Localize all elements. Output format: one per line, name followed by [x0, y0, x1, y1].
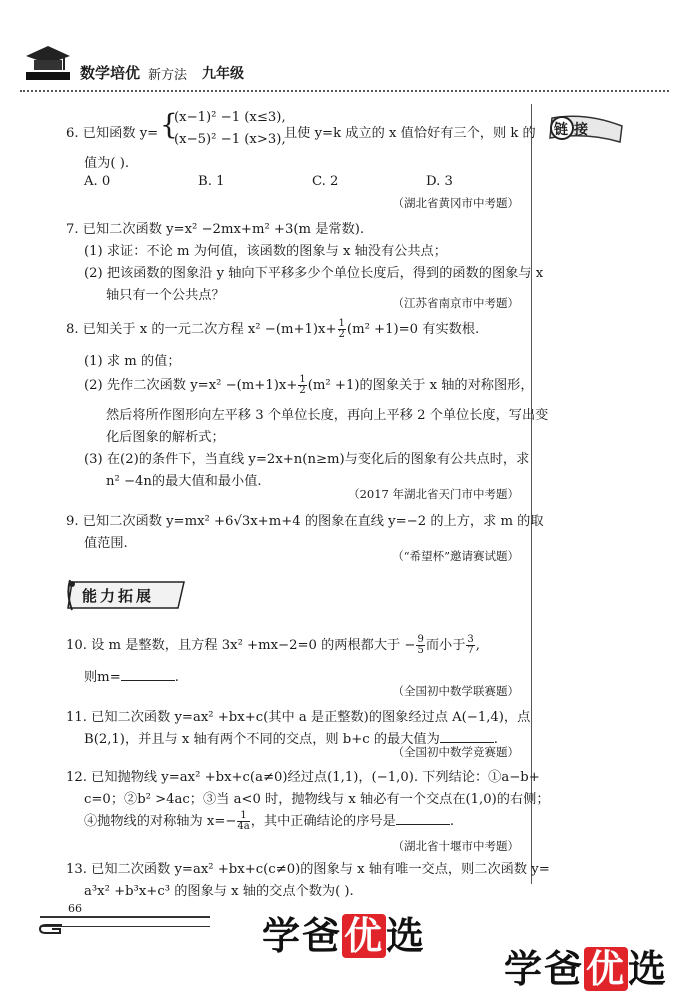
q8-line3: (2) 先作二次函数 y=x² −(m+1)x+ $\frac{1}{2}$ (m² +1)的图象关于 x 轴的对称图形， — [84, 374, 534, 396]
section-title: 能力拓展 — [82, 587, 155, 605]
fraction: $\frac{1}{4a}$ — [237, 810, 250, 832]
fraction: $\frac{1}{2}$ — [299, 374, 306, 396]
q8-line5: 化后图象的解析式； — [106, 430, 225, 445]
q6-line1b: 且使 y=k 成立的 x 值恰好有三个，则 k 的 — [284, 126, 536, 141]
q7-line2: (1) 求证：不论 m 为何值，该函数的图象与 x 轴没有公共点； — [84, 244, 447, 259]
side-tag-label: 链接 — [554, 122, 594, 138]
q12-line1: 12. 已知抛物线 y=ax² +bx+c(a≠0)经过点(1,1)，(−1,0). 下列结论：①a−b+ — [66, 770, 540, 785]
q8-source: （2017 年湖北省天门市中考题） — [348, 487, 519, 501]
q10-line1: 10. 设 m 是整数，且方程 3x² +mx−2=0 的两根都大于 − $\frac{9}{5}$ 而小于 $\frac{3}{7}$ , — [66, 634, 480, 656]
q6-option-c: C. 2 — [312, 174, 339, 189]
q6-case2: (x−5)² −1 (x>3), — [174, 132, 286, 147]
fraction: $\frac{3}{7}$ — [467, 634, 474, 656]
q11-line2: B(2,1)，并且与 x 轴有两个不同的交点，则 b+c 的最大值为 . — [84, 732, 498, 747]
q7-line3: (2) 把该函数的图象沿 y 轴向下平移多少个单位长度后，得到的函数的图象与 x — [84, 266, 544, 281]
q10-source: （全国初中数学联赛题） — [392, 684, 519, 698]
q13-line1: 13. 已知二次函数 y=ax² +bx+c(c≠0)的图象与 x 轴有唯一交点，则二次函数 y= — [66, 862, 550, 877]
q6-brace: { — [160, 108, 178, 141]
q8-line1: 8. 已知关于 x 的一元二次方程 x² −(m+1)x+ $\frac{1}{2}$ (m² +1)=0 有实数根. — [66, 318, 480, 340]
q6-option-a: A. 0 — [84, 174, 111, 189]
footer-logo-icon — [38, 922, 68, 936]
q6-line2: 值为( ). — [84, 156, 130, 171]
fraction: $\frac{9}{5}$ — [417, 634, 424, 656]
q7-source: （江苏省南京市中考题） — [392, 296, 519, 310]
q6-line1: 6. 已知函数 y= — [66, 126, 159, 141]
q6-source: （湖北省黄冈市中考题） — [392, 196, 519, 210]
q12-line3: ④抛物线的对称轴为 x=− $\frac{1}{4a}$ ，其中正确结论的序号是 . — [84, 810, 455, 832]
q10-line2: 则m= . — [84, 670, 179, 685]
q11-line1: 11. 已知二次函数 y=ax² +bx+c(其中 a 是正整数)的图象经过点 A(−1,4)，点 — [66, 710, 531, 725]
q9-line2: 值范围. — [84, 536, 128, 551]
hat-logo-icon — [24, 44, 72, 82]
q6-case1: (x−1)² −1 (x≤3), — [174, 110, 286, 125]
q6-option-d: D. 3 — [426, 174, 453, 189]
answer-blank[interactable] — [121, 668, 175, 681]
q8-line7: n² −4n的最大值和最小值. — [106, 474, 262, 489]
q8-line2: (1) 求 m 的值； — [84, 354, 181, 369]
q7-line1: 7. 已知二次函数 y=x² −2mx+m² +3(m 是常数). — [66, 222, 365, 237]
book-grade: 九年级 — [202, 66, 244, 82]
side-tag — [546, 112, 624, 146]
page-number: 66 — [68, 902, 82, 915]
q12-source: （湖北省十堰市中考题） — [392, 839, 519, 853]
header — [20, 40, 670, 90]
section-banner — [66, 578, 188, 612]
q11-source: （全国初中数学竞赛题） — [392, 745, 519, 759]
q9-source: （“希望杯”邀请赛试题） — [392, 549, 519, 563]
header-divider — [20, 90, 669, 92]
book-brand: 数学培优 — [80, 64, 141, 82]
q7-line4: 轴只有一个公共点？ — [106, 288, 225, 303]
fraction: $\frac{1}{2}$ — [338, 318, 345, 340]
watermark-corner: 学爸优选 — [504, 947, 669, 991]
watermark-center: 学爸优选 — [262, 914, 427, 958]
q12-line2: c=0；②b² >4ac；③当 a<0 时，抛物线与 x 轴必有一个交点在(1,0)的右侧； — [84, 792, 550, 807]
q13-line2: a³x² +b³x+c³ 的图象与 x 轴的交点个数为( ). — [84, 884, 354, 899]
answer-blank[interactable] — [440, 730, 494, 743]
answer-blank[interactable] — [396, 812, 450, 825]
q6-option-b: B. 1 — [198, 174, 225, 189]
q8-line6: (3) 在(2)的条件下，当直线 y=2x+n(n≥m)与变化后的图象有公共点时，求 — [84, 452, 530, 467]
book-subtitle: 新方法 — [148, 68, 188, 83]
q9-line1: 9. 已知二次函数 y=mx² +6√3x+m+4 的图象在直线 y=−2 的上方，求 m 的取 — [66, 514, 544, 529]
q8-line4: 然后将所作图形向左平移 3 个单位长度，再向上平移 2 个单位长度，写出变 — [106, 408, 549, 423]
